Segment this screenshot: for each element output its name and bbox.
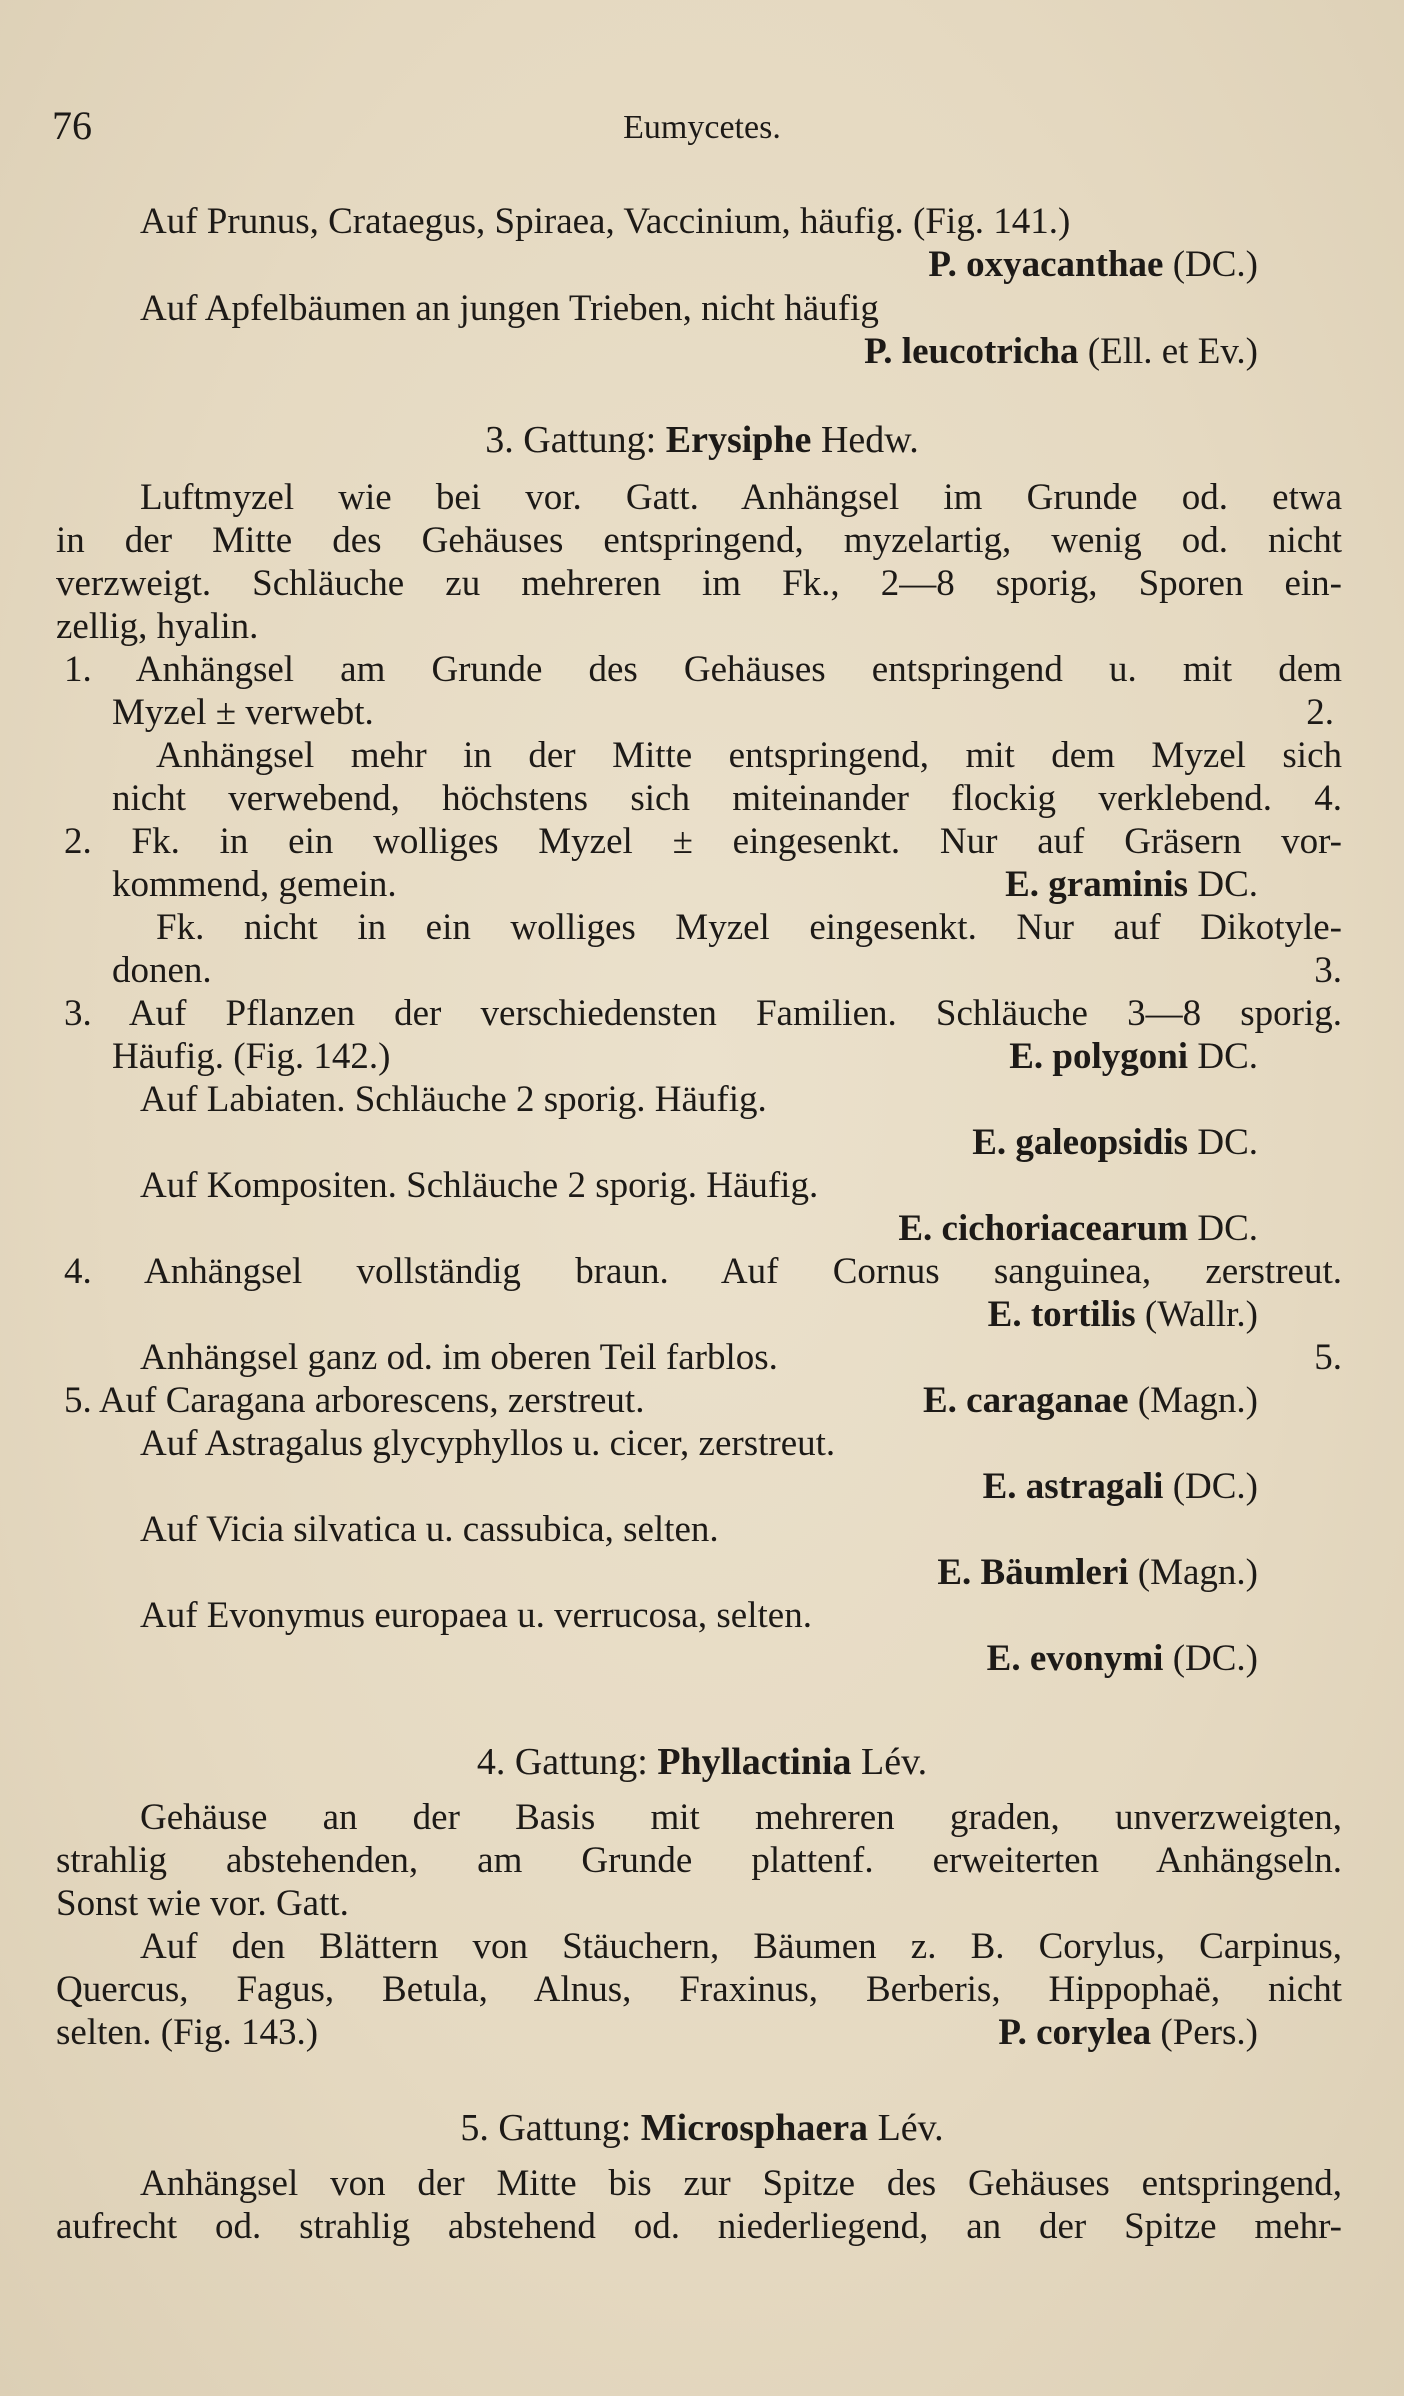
text-line: strahlig abstehenden, am Grunde plattenf. erweiterten Anhängseln. <box>56 1840 1342 1881</box>
species-line <box>600 1551 1258 1595</box>
section-heading: 3. Gattung: Erysiphe Hedw. <box>485 419 919 461</box>
species-author: (Magn.) <box>1128 1552 1258 1593</box>
key-line: 1. Anhängsel am Grunde des Gehäuses entspringend u. mit dem <box>64 649 1342 690</box>
species-name: P. oxyacanthae <box>928 244 1164 285</box>
key-line: Myzel ± verwebt. 2. <box>112 692 1334 733</box>
species-line <box>600 1121 1258 1165</box>
key-line: 4. Anhängsel vollständig braun. Auf Cornus sanguinea, zerstreut. <box>64 1251 1342 1292</box>
key-ref: 2. <box>1306 692 1334 733</box>
key-line: Häufig. (Fig. 142.) <box>112 1036 391 1077</box>
species-author: (Wallr.) <box>1135 1294 1258 1335</box>
species-author: (Pers.) <box>1151 2012 1258 2053</box>
species-author: DC. <box>1188 1208 1258 1249</box>
key-line: Anhängsel mehr in der Mitte entspringend, mit dem Myzel sich <box>156 735 1342 776</box>
genus-name: Erysiphe <box>665 419 812 461</box>
species-name: E. Bäumleri <box>937 1552 1129 1593</box>
key-line: Auf Vicia silvatica u. cassubica, selten. <box>140 1509 719 1550</box>
species-name: E. galeopsidis <box>972 1122 1189 1163</box>
species-name: E. graminis <box>1005 864 1189 905</box>
key-line: Anhängsel ganz od. im oberen Teil farblos. 5. <box>140 1337 1342 1378</box>
species-name: P. leucotricha <box>864 331 1079 372</box>
species-name: E. polygoni <box>1009 1036 1189 1077</box>
species-line <box>700 1035 1258 1079</box>
text-line: Anhängsel von der Mitte bis zur Spitze des Gehäuses entspringend, <box>140 2163 1342 2204</box>
key-line: kommend, gemein. <box>112 864 397 905</box>
key-line: Auf Labiaten. Schläuche 2 sporig. Häufig. <box>140 1079 767 1120</box>
text-line: Sonst wie vor. Gatt. <box>56 1883 349 1924</box>
running-title: Eumycetes. <box>623 109 781 146</box>
species-author: DC. <box>1188 1036 1258 1077</box>
key-line: donen. 3. <box>112 950 1342 991</box>
species-line <box>600 1637 1258 1681</box>
species-line <box>600 1207 1258 1251</box>
key-line: nicht verwebend, höchstens sich miteinander flockig verklebend. 4. <box>112 778 1342 819</box>
species-line <box>700 2011 1258 2055</box>
species-name: E. tortilis <box>987 1294 1136 1335</box>
species-line <box>140 330 1258 374</box>
species-name: E. caraganae <box>923 1380 1129 1421</box>
text-line: Luftmyzel wie bei vor. Gatt. Anhängsel im Grunde od. etwa <box>140 477 1342 518</box>
species-author: (Magn.) <box>1128 1380 1258 1421</box>
species-line <box>700 863 1258 907</box>
species-name: E. evonymi <box>986 1638 1164 1679</box>
text-line: zellig, hyalin. <box>56 606 259 647</box>
species-line <box>600 1465 1258 1509</box>
species-author: (DC.) <box>1163 1466 1258 1507</box>
key-ref: 3. <box>1314 950 1342 991</box>
page-number: 76 <box>52 103 92 148</box>
text-line: selten. (Fig. 143.) <box>56 2012 319 2053</box>
text-line: Auf Apfelbäumen an jungen Trieben, nicht häufig <box>140 288 879 329</box>
section-heading: 5. Gattung: Microsphaera Lév. <box>460 2107 944 2149</box>
key-line: Fk. nicht in ein wolliges Myzel eingesenkt. Nur auf Dikotyle- <box>156 907 1342 948</box>
species-author: DC. <box>1188 1122 1258 1163</box>
text-line: Gehäuse an der Basis mit mehreren graden, unverzweigten, <box>140 1797 1342 1838</box>
species-line <box>600 1293 1258 1337</box>
key-line: 5. Auf Caragana arborescens, zerstreut. <box>64 1380 645 1421</box>
text-line: in der Mitte des Gehäuses entspringend, myzelartig, wenig od. nicht <box>56 520 1342 561</box>
species-line <box>140 243 1258 287</box>
key-ref: 5. <box>1314 1337 1342 1378</box>
species-name: E. cichoriacearum <box>898 1208 1189 1249</box>
species-line <box>760 1379 1258 1423</box>
key-line: Auf Astragalus glycyphyllos u. cicer, zerstreut. <box>140 1423 836 1464</box>
text-line: aufrecht od. strahlig abstehend od. niederliegend, an der Spitze mehr- <box>56 2206 1342 2247</box>
species-name: E. astragali <box>982 1466 1164 1507</box>
text-line: Auf den Blättern von Stäuchern, Bäumen z. B. Corylus, Carpinus, <box>140 1926 1342 1967</box>
species-name: P. corylea <box>998 2012 1152 2053</box>
species-author: (DC.) <box>1163 244 1258 285</box>
text-line: verzweigt. Schläuche zu mehreren im Fk., 2—8 sporig, Sporen ein- <box>56 563 1342 604</box>
genus-name: Microsphaera <box>640 2107 869 2149</box>
text-line: Auf Prunus, Crataegus, Spiraea, Vaccinium, häufig. (Fig. 141.) <box>140 201 1071 242</box>
text-line: Quercus, Fagus, Betula, Alnus, Fraxinus, Berberis, Hippophaë, nicht <box>56 1969 1342 2010</box>
key-line: Auf Kompositen. Schläuche 2 sporig. Häufig. <box>140 1165 819 1206</box>
genus-name: Phyllactinia <box>657 1741 852 1783</box>
key-line: 3. Auf Pflanzen der verschiedensten Familien. Schläuche 3—8 sporig. <box>64 993 1342 1034</box>
key-line: 2. Fk. in ein wolliges Myzel ± eingesenkt. Nur auf Gräsern vor- <box>64 821 1342 862</box>
species-author: (DC.) <box>1163 1638 1258 1679</box>
species-author: (Ell. et Ev.) <box>1078 331 1258 372</box>
species-author: DC. <box>1188 864 1258 905</box>
section-heading: 4. Gattung: Phyllactinia Lév. <box>476 1741 928 1783</box>
key-line: Auf Evonymus europaea u. verrucosa, selten. <box>140 1595 812 1636</box>
